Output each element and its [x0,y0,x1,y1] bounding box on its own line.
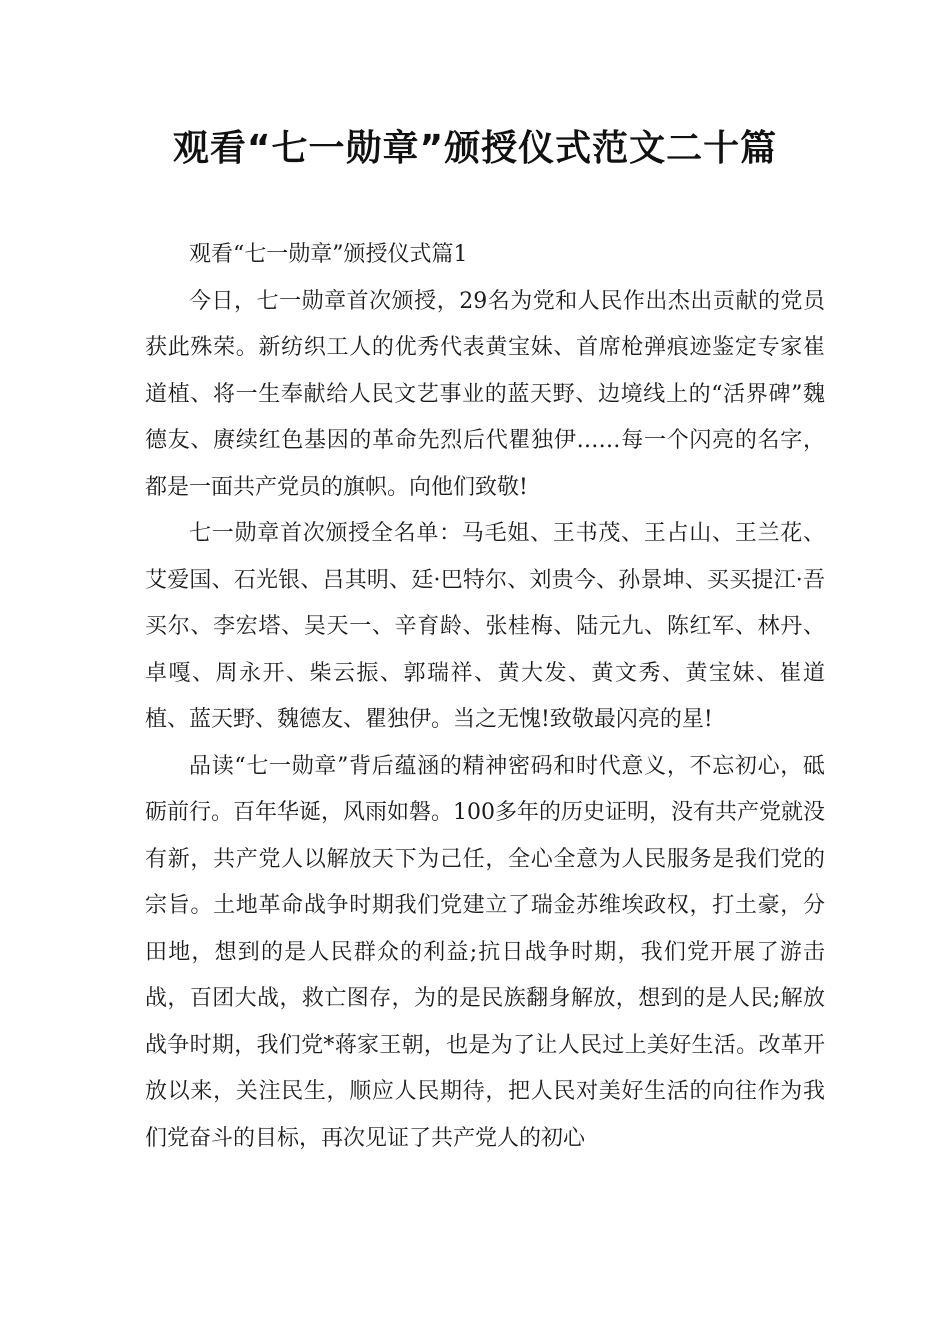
document-title: 观看“七一勋章”颁授仪式范文二十篇 [172,128,778,169]
document-body [145,232,825,1162]
paragraph-1: 今日，七一勋章首次颁授，29名为党和人民作出杰出贡献的党员获此殊荣。新纺织工人的优秀代表黄宝妹、首席枪弹痕迹鉴定专家崔道植、将一生奉献给人民文艺事业的蓝天野、边境线上的“活界碑”魏德友、赓续红色基因的革命先烈后代瞿独伊……每一个闪亮的名字，都是一面共产党员的旗帜。向他们致敬! [145,288,825,500]
paragraph-3: 品读“七一勋章”背后蕴涵的精神密码和时代意义，不忘初心，砥砺前行。百年华诞，风雨如磐。100多年的历史证明，没有共产党就没有新，共产党人以解放天下为己任，全心全意为人民服务是我们党的宗旨。土地革命战争时期我们党建立了瑞金苏维埃政权，打土豪，分田地，想到的是人民群众的利益;抗日战争时期，我们党开展了游击战，百团大战，救亡图存，为的是民族翻身解放，想到的是人民;解放战争时期，我们党*蒋家王朝，也是为了让人民过上美好生活。改革开放以来，关注民生，顺应人民期待，把人民对美好生活的向往作为我们党奋斗的目标，再次见证了共产党人的初心 [145,753,825,1151]
section-heading: 观看“七一勋章”颁授仪式篇1 [189,242,468,267]
paragraph-2: 七一勋章首次颁授全名单：马毛姐、王书茂、王占山、王兰花、艾爱国、石光银、吕其明、廷·巴特尔、刘贵今、孙景坤、买买提江·吾买尔、李宏塔、吴天一、辛育龄、张桂梅、陆元九、陈红军、林丹、卓嘎、周永开、柴云振、郭瑞祥、黄大发、黄文秀、黄宝妹、崔道植、蓝天野、魏德友、瞿独伊。当之无愧!致敬最闪亮的星! [145,521,825,732]
